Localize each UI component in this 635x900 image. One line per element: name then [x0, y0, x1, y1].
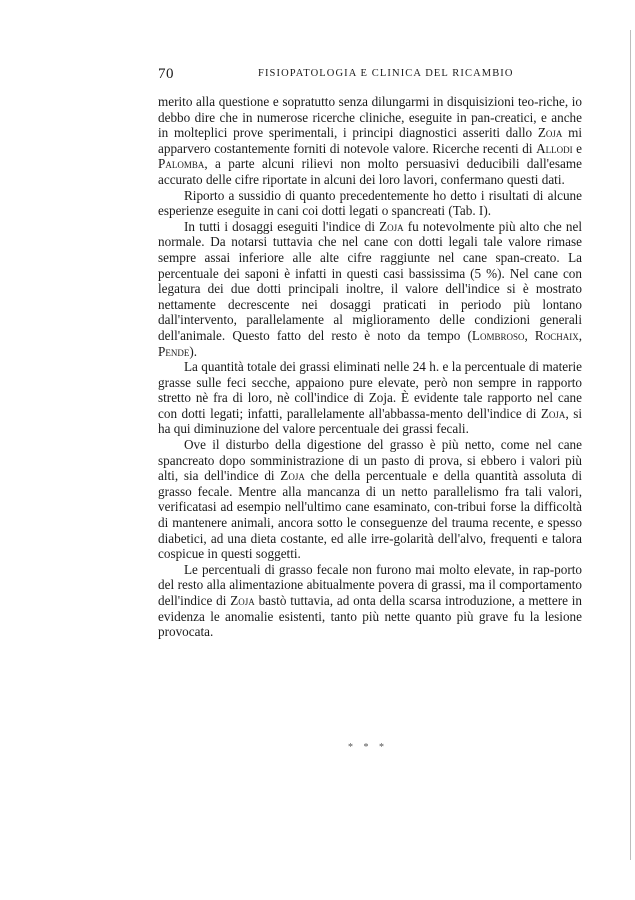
- text-run: ,: [578, 327, 583, 343]
- running-head: FISIOPATOLOGIA E CLINICA DEL RICAMBIO: [258, 68, 514, 79]
- paragraph: [158, 94, 582, 188]
- text-run: e: [572, 140, 582, 156]
- body-text: [158, 94, 582, 640]
- paragraph: [158, 562, 582, 640]
- text-run: ,: [524, 327, 535, 343]
- section-ornament: * * *: [348, 742, 388, 753]
- author-name: Palomba: [158, 156, 205, 172]
- page-number: 70: [158, 66, 174, 82]
- text-run: In tutti i dosaggi eseguiti l'indice di: [184, 218, 380, 234]
- text-run: che della percentuale e della quantità assoluta di grasso fecale. Mentre alla mancanza di un netto parallelismo fra tali valori, verificatasi ad esempio nell'ultimo cane esaminato, con-tribui forse la difficoltà di mantenere animali, ancora sotto le conseguenze del trauma recente, e spesso diabetici, ad una dieta costante, ed alle irre-golarità dell'alvo, frequenti e talora cospicue in questi soggetti.: [158, 468, 582, 562]
- page-header: [158, 66, 582, 84]
- text-run: fu notevolmente più alto che nel normale. Da notarsi tuttavia che nel cane con dotti legali tale valore rimase sempre assai inferiore alle alte cifre raggiunte nel cane span-creato. La percentuale dei saponi è infatti in questi casi bassissima (5 %). Nel cane con legatura dei due dotti principali inoltre, il valore dell'indice si è mostrato nettamente decrescente nei dosaggi praticati in periodo più lontano dall'intervento, parallelamente al miglioramento delle condizioni generali dell'animale. Questo fatto del resto è noto da tempo (: [158, 218, 582, 343]
- author-name: Zoja: [540, 405, 566, 421]
- text-run: Ove il disturbo della digestione del grasso è più netto, come nel cane spancreato dopo somministrazione di un pasto di prova, si ebbero i valori più alti, sia dell'indice di: [158, 437, 582, 484]
- author-name: Lombroso: [471, 327, 525, 343]
- author-name: Zoja: [537, 125, 563, 141]
- author-name: Allodi: [536, 140, 573, 156]
- text-run: , a parte alcuni rilievi non molto persuasivi deducibili dall'esame accurato delle cifre riportate in alcuni dei loro lavori, confermano questi dati.: [158, 156, 582, 187]
- author-name: Zoja: [230, 593, 255, 608]
- author-name: Zoja: [379, 218, 404, 234]
- text-run: bastò tuttavia, ad onta della scarsa introduzione, a mettere in evidenza le anomalie esistenti, tanto più nette quanto più grave fu la lesione provocata.: [158, 593, 582, 640]
- text-run: , si ha qui diminuzione del valore percentuale dei grassi fecali.: [158, 405, 582, 437]
- text-run: mi apparvero costantemente forniti di notevole valore. Ricerche recenti di: [158, 125, 582, 156]
- author-name: Pende: [158, 343, 190, 359]
- text-run: La quantità totale dei grassi eliminati nelle 24 h. e la percentuale di materie grasse sulle feci secche, appaiono pure elevate, però non sempre in rapporto stretto nè fra di loro, nè coll'indice di Zoja. È evidente tale rapporto nel cane con dotti legati; infatti, parallelamente all'abbassa-mento dell'indice di: [158, 359, 582, 421]
- text-run: ).: [189, 343, 198, 359]
- text-run: Le percentuali di grasso fecale non furono mai molto elevate, in rap-porto del resto alla alimentazione abitualmente povera di grassi, ma il comportamento dell'indice di: [158, 561, 582, 608]
- paragraph: [158, 188, 582, 219]
- paragraph: [158, 437, 582, 562]
- paragraph: [158, 219, 582, 359]
- paragraph: [158, 359, 582, 437]
- text-run: merito alla questione e sopratutto senza dilungarmi in disquisizioni teo-riche, io debbo dire che in numerose ricerche cliniche, eseguite in pan-creatici, e anche in molteplici prove sperimentali, i principi diagnostici asseriti dallo: [158, 94, 582, 141]
- author-name: Rochaix: [534, 327, 579, 343]
- page-edge-line: [630, 30, 631, 860]
- author-name: Zoja: [280, 468, 305, 484]
- text-run: Riporto a sussidio di quanto precedentemente ho detto i risultati di alcune esperienze eseguite in cani coi dotti legati o spancreati (Tab. I).: [158, 187, 582, 219]
